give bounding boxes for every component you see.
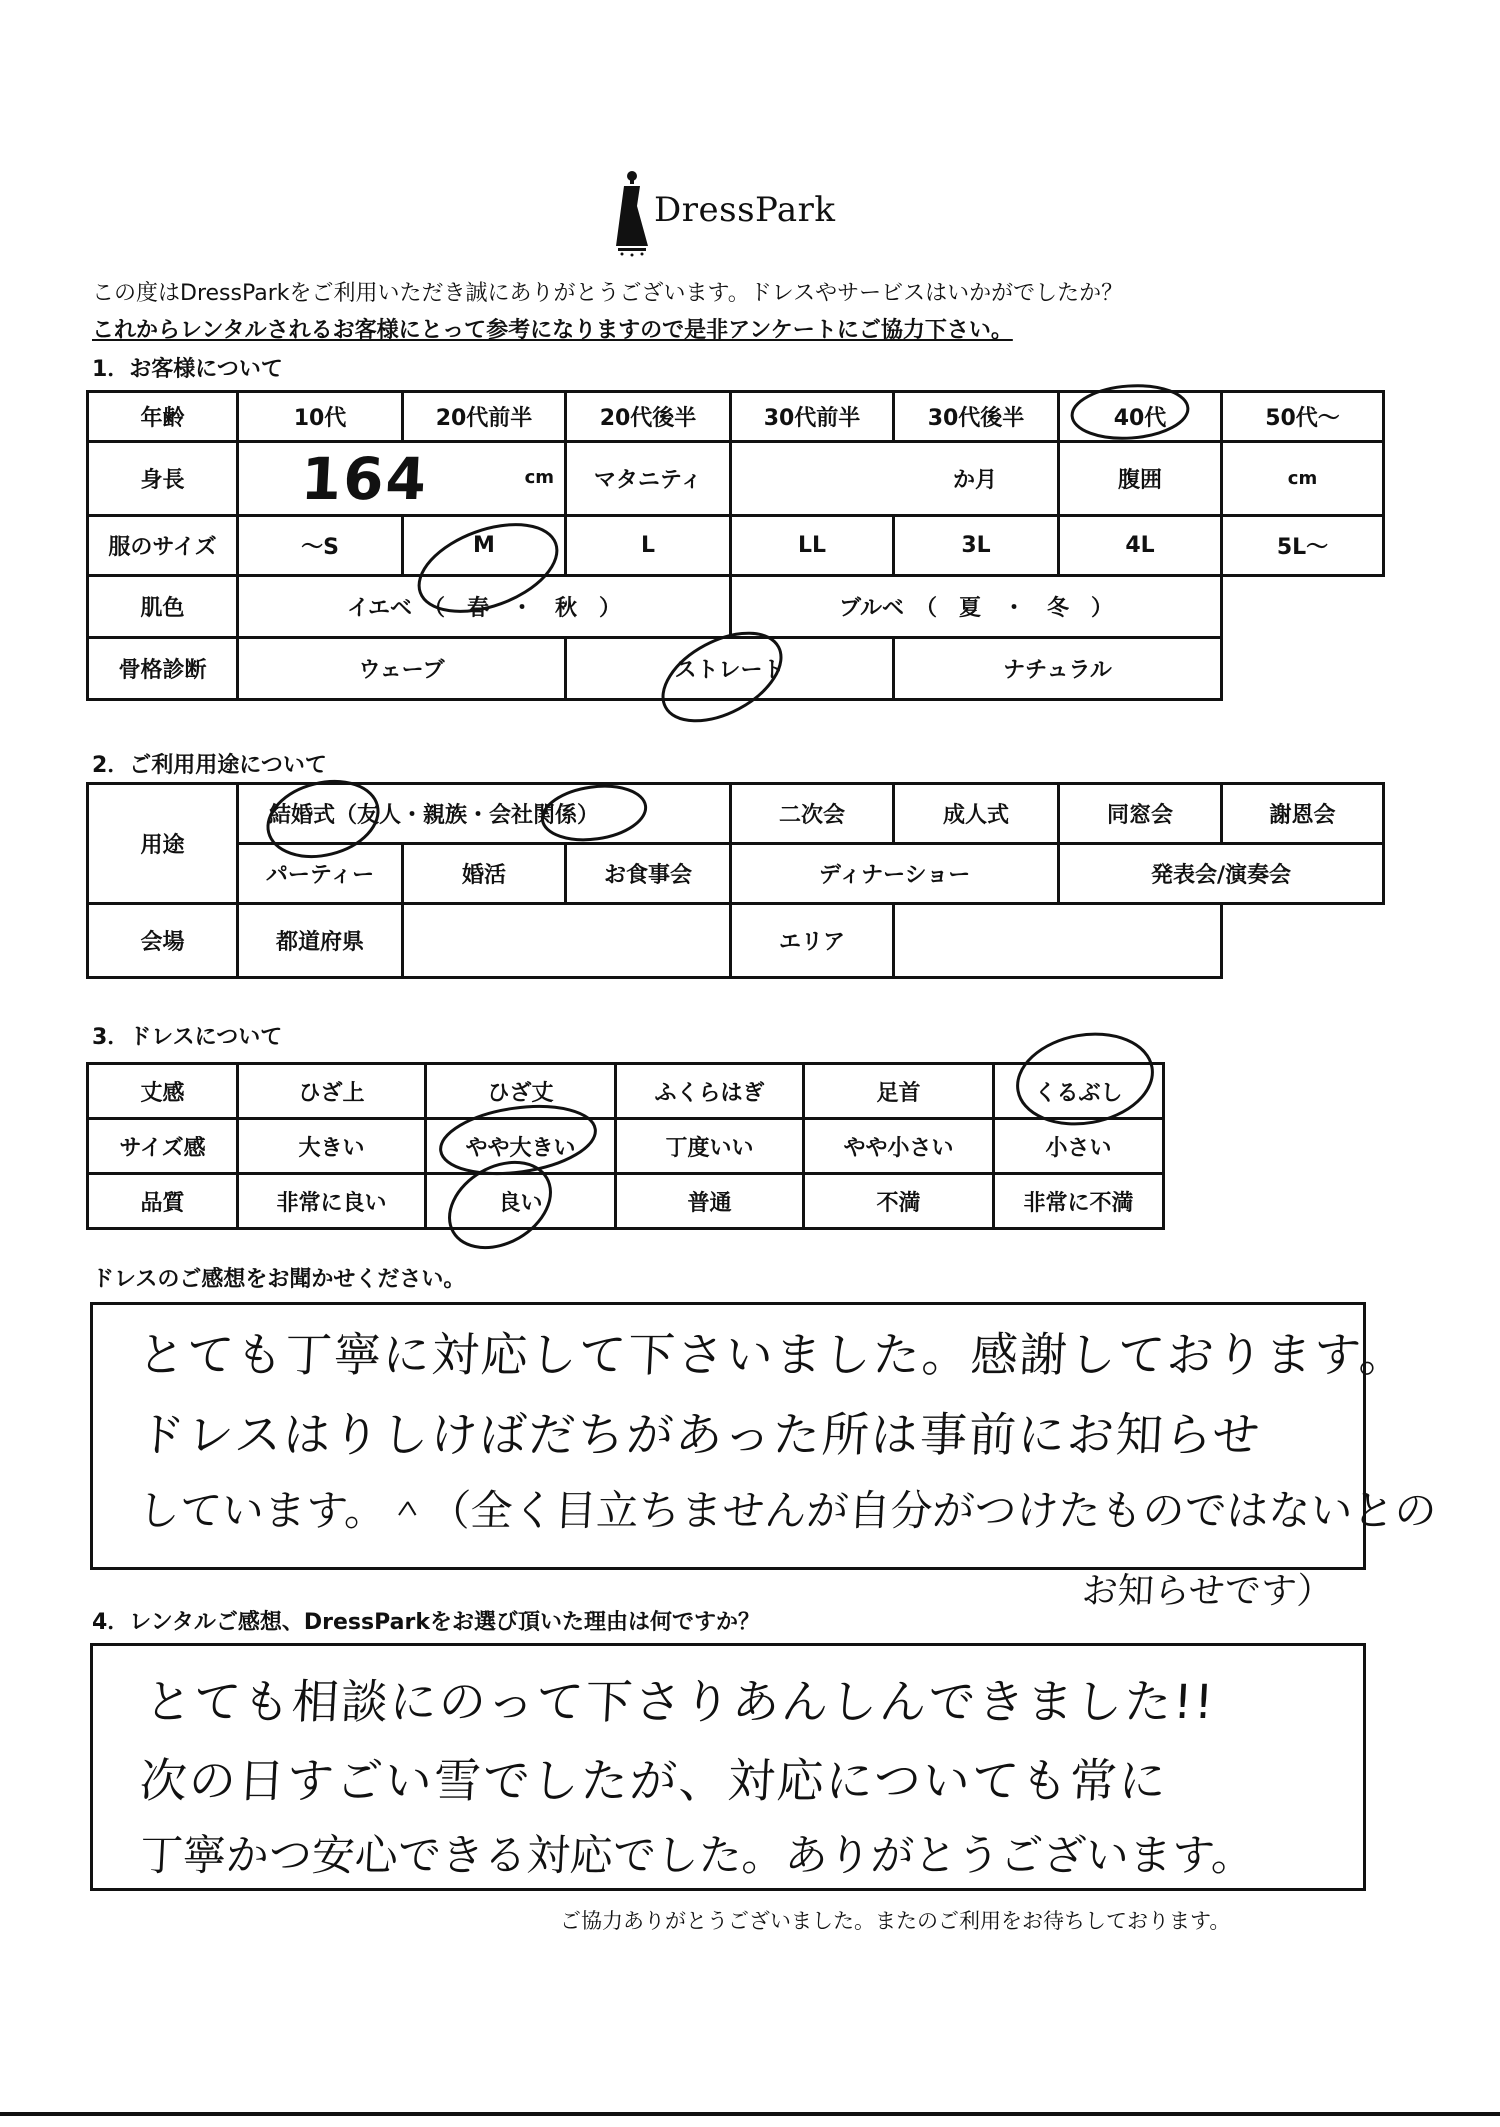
frame-label: 骨格診断 [88,638,238,700]
purpose-option[interactable]: 謝恩会 [1222,784,1384,844]
length-option[interactable]: ひざ丈 [426,1064,616,1119]
section-2-title: 2．ご利用用途について [92,753,327,778]
height-label: 身長 [88,442,238,516]
section-3-title: 3．ドレスについて [92,1025,283,1050]
section-1-title: 1．お客様について [92,357,283,382]
section-4-title: 4．レンタルご感想、DressParkをお選び頂いた理由は何ですか？ [92,1610,760,1635]
customer-info-table [86,390,1385,701]
size-option[interactable]: 4L [1059,516,1222,576]
reason-line: 次の日すごい雪でしたが、対応についても常に [138,1754,1170,1809]
impressions-line: とても丁寧に対応して下さいました。感謝しております。 [136,1328,1410,1383]
quality-option-selected[interactable]: 良い [426,1174,616,1229]
impressions-prompt: ドレスのご感想をお聞かせください。 [92,1267,466,1292]
age-option[interactable]: 50代～ [1222,392,1384,442]
fit-option[interactable]: 丁度いい [616,1119,804,1174]
skin-yellow-option[interactable]: イエベ （ 春 ・ 秋 ） [238,576,731,638]
age-option-selected[interactable]: 40代 [1059,392,1222,442]
height-value: 164 [299,445,430,513]
waist-unit[interactable]: cm [1222,442,1384,516]
frame-option[interactable]: ウェーブ [238,638,566,700]
intro-line-2: これからレンタルされるお客様にとって参考になりますので是非アンケートにご協力下さい。 [92,318,1013,343]
size-row [88,516,1384,576]
purpose-option[interactable]: 二次会 [731,784,894,844]
length-option-selected[interactable]: くるぶし [994,1064,1164,1119]
dress-table [86,1062,1165,1230]
purpose-wedding-option[interactable]: 結婚式（友人・親族・会社関係） [238,784,731,844]
frame-option-selected[interactable]: ストレート [566,638,894,700]
age-option[interactable]: 20代後半 [566,392,731,442]
size-option[interactable]: L [566,516,731,576]
fit-row [88,1119,1164,1174]
age-option[interactable]: 20代前半 [403,392,566,442]
impressions-line: ドレスはりしけばだちがあった所は事前にお知らせ [136,1408,1263,1463]
area-field[interactable] [894,904,1222,978]
fit-option[interactable]: 小さい [994,1119,1164,1174]
venue-row [88,904,1384,978]
length-label: 丈感 [88,1064,238,1119]
age-label: 年齢 [88,392,238,442]
waist-label: 腹囲 [1059,442,1222,516]
maternity-months[interactable]: か月 [731,442,1059,516]
purpose-option[interactable]: 同窓会 [1059,784,1222,844]
size-option-selected[interactable]: M [403,516,566,576]
fit-option[interactable]: 大きい [238,1119,426,1174]
height-unit: cm [524,467,554,488]
purpose-option[interactable]: お食事会 [566,844,731,904]
age-option[interactable]: 30代後半 [894,392,1059,442]
purpose-option[interactable]: 婚活 [403,844,566,904]
purpose-option[interactable]: ディナーショー [731,844,1059,904]
skin-label: 肌色 [88,576,238,638]
length-row [88,1064,1164,1119]
size-option[interactable]: ～S [238,516,403,576]
dress-silhouette-icon [612,168,652,258]
fit-option[interactable]: やや小さい [804,1119,994,1174]
age-option[interactable]: 10代 [238,392,403,442]
bottom-border-line [0,2112,1500,2116]
quality-option[interactable]: 非常に不満 [994,1174,1164,1229]
quality-row [88,1174,1164,1229]
impressions-line: お知らせです） [1080,1571,1334,1612]
age-option[interactable]: 30代前半 [731,392,894,442]
size-label: 服のサイズ [88,516,238,576]
brand-name: DressPark [654,190,836,230]
intro-line-1: この度はDressParkをご利用いただき誠にありがとうございます。ドレスやサービスはいかがでしたか？ [92,281,1124,306]
purpose-option[interactable]: 発表会/演奏会 [1059,844,1384,904]
skin-row [88,576,1384,638]
size-option[interactable]: 3L [894,516,1059,576]
skin-blue-option[interactable]: ブルベ （ 夏 ・ 冬 ） [731,576,1222,638]
frame-row [88,638,1384,700]
closing-message: ご協力ありがとうございました。またのご利用をお待ちしております。 [560,1909,1231,1933]
prefecture-label: 都道府県 [238,904,403,978]
height-row [88,442,1384,516]
prefecture-field[interactable] [403,904,731,978]
purpose-row-1 [88,784,1384,844]
length-option[interactable]: ふくらはぎ [616,1064,804,1119]
purpose-option[interactable]: パーティー [238,844,403,904]
impressions-line: しています。＾（全く目立ちませんが自分がつけたものではないとの [136,1486,1438,1535]
length-option[interactable]: 足首 [804,1064,994,1119]
quality-option[interactable]: 普通 [616,1174,804,1229]
fit-label: サイズ感 [88,1119,238,1174]
quality-option[interactable]: 非常に良い [238,1174,426,1229]
length-option[interactable]: ひざ上 [238,1064,426,1119]
dresspark-logo [612,168,872,258]
frame-option[interactable]: ナチュラル [894,638,1222,700]
reason-line: とても相談にのって下さりあんしんできました!! [143,1675,1217,1730]
age-row [88,392,1384,442]
size-option[interactable]: LL [731,516,894,576]
maternity-label: マタニティ [566,442,731,516]
reason-line: 丁寧かつ安心できる対応でした。ありがとうございます。 [138,1831,1256,1881]
quality-label: 品質 [88,1174,238,1229]
purpose-label: 用途 [88,784,238,904]
fit-option-selected[interactable]: やや大きい [426,1119,616,1174]
venue-label: 会場 [88,904,238,978]
quality-option[interactable]: 不満 [804,1174,994,1229]
height-value-cell[interactable] [238,442,566,516]
purpose-option[interactable]: 成人式 [894,784,1059,844]
purpose-table [86,782,1385,979]
area-label: エリア [731,904,894,978]
size-option[interactable]: 5L～ [1222,516,1384,576]
purpose-row-2 [88,844,1384,904]
